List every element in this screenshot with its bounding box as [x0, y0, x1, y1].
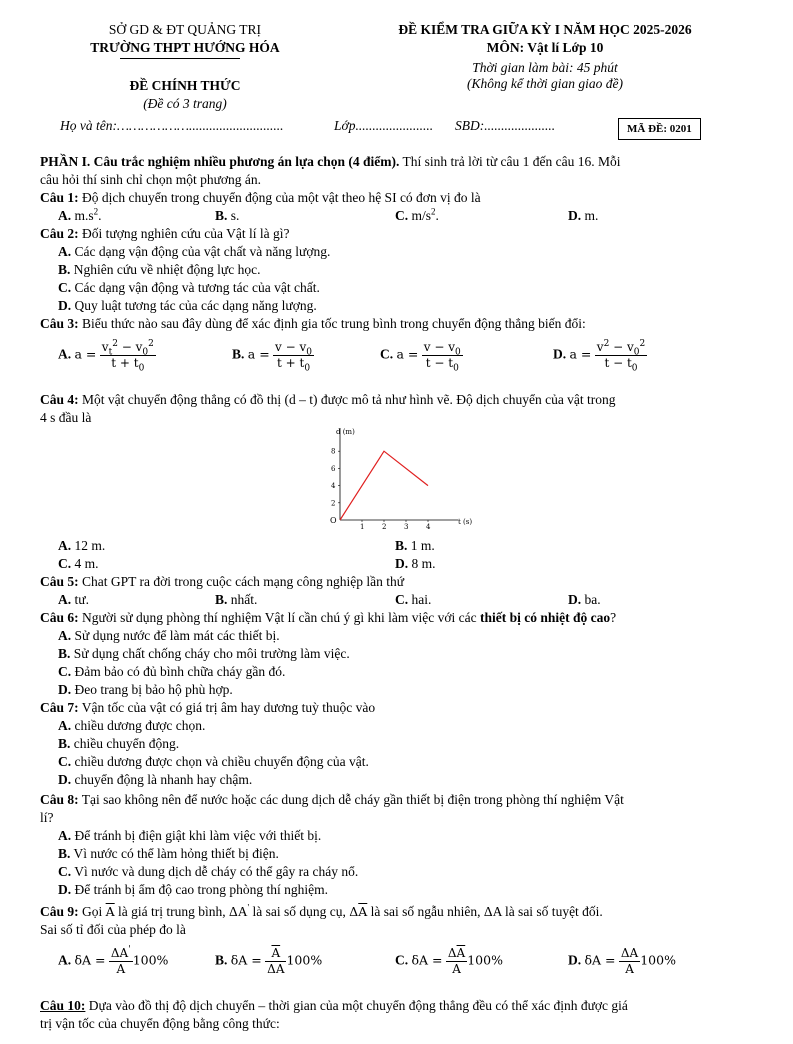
- q8-option-a[interactable]: A. Để tránh bị điện giật khi làm việc với thiết bị.: [58, 828, 322, 843]
- x-tick-label: 1: [360, 523, 365, 531]
- x-axis-label: t (s): [458, 518, 473, 526]
- q6-option-c[interactable]: C. Đảm bảo có đủ bình chữa cháy gần đó.: [58, 664, 286, 679]
- question-9: Câu 9: Gọi $\overline{A}$ là giá trị trung bình, ΔA' là sai số dụng cụ, $\Delta\overline{A}$ là sai số ngẫu nhiên, ΔA là sai số tuyệt đối.: [40, 902, 603, 919]
- q9-option-d[interactable]: D. δA = $\frac{\Delta A}{A}$ 100%: [568, 946, 676, 976]
- origin-label: O: [330, 516, 337, 525]
- x-tick-label: 3: [404, 523, 409, 531]
- page-count: (Đề có 3 trang): [143, 96, 227, 111]
- q2-option-d[interactable]: D. Quy luật tương tác của các dạng năng lượng.: [58, 298, 317, 313]
- q4-text-2: 4 s đầu là: [40, 410, 92, 425]
- sbd-field: SBD:.....................: [455, 118, 556, 133]
- q1-text: Độ dịch chuyển trong chuyển động của một vật theo hệ SI có đơn vị đo là: [78, 190, 481, 205]
- q4-option-b[interactable]: B. 1 m.: [395, 538, 435, 553]
- q4-option-a[interactable]: A. 12 m.: [58, 538, 106, 553]
- y-tick-label: 4: [331, 482, 336, 491]
- part1-heading: [40, 154, 760, 170]
- q6-option-d[interactable]: D. Đeo trang bị bảo hộ phù hợp.: [58, 682, 233, 697]
- part1-desc: Thí sinh trả lời từ câu 1 đến câu 16. Mỗi: [399, 154, 621, 169]
- q7-option-a[interactable]: A. chiều dương được chọn.: [58, 718, 206, 733]
- q2-option-b[interactable]: B. Nghiên cứu về nhiệt động lực học.: [58, 262, 261, 277]
- q8-option-b[interactable]: B. Vì nước có thể làm hỏng thiết bị điện.: [58, 846, 279, 861]
- y-tick-label: 8: [331, 447, 336, 456]
- series-line: [340, 451, 428, 520]
- q5-option-b[interactable]: B. nhất.: [215, 592, 258, 607]
- q9-option-c[interactable]: C. δA = $\frac{\Delta\overline{A}}{A}$ 100%: [395, 946, 503, 976]
- q2-option-a[interactable]: A. Các dạng vận động của vật chất và năng lượng.: [58, 244, 331, 259]
- official-label: ĐỀ CHÍNH THỨC: [129, 78, 241, 93]
- question-1: [40, 190, 481, 206]
- question-8: Câu 8: Tại sao không nên để nước hoặc các dung dịch dễ cháy gần thiết bị điện trong phòng thí nghiệm Vật: [40, 792, 624, 807]
- y-tick-label: 2: [331, 499, 336, 508]
- q8-text-2: lí?: [40, 810, 54, 825]
- question-6: Câu 6: Người sử dụng phòng thí nghiệm Vật lí cần chú ý gì khi làm việc với các thiết bị có nhiệt độ cao?: [40, 610, 617, 625]
- y-axis-label: d (m): [336, 428, 355, 436]
- q8-option-c[interactable]: C. Vì nước và dung dịch dễ cháy có thể gây ra cháy nổ.: [58, 864, 359, 879]
- q9-text-2: Sai số tỉ đối của phép đo là: [40, 922, 186, 937]
- exam-code-box: MÃ ĐỀ: 0201: [618, 118, 701, 140]
- q7-option-d[interactable]: D. chuyển động là nhanh hay chậm.: [58, 772, 253, 787]
- q1-option-a[interactable]: A. $m.s^2$.: [58, 206, 102, 223]
- q9-option-b[interactable]: B. δA = $\frac{\overline{A}}{\Delta\overline{A}}$ 100%: [215, 946, 323, 976]
- q1-option-d[interactable]: D. m.: [568, 208, 599, 223]
- q7-option-b[interactable]: B. chiều chuyển động.: [58, 736, 180, 751]
- class-field: Lớp.......................: [334, 118, 434, 133]
- school-underline: [120, 58, 240, 60]
- y-tick-label: 6: [331, 464, 336, 473]
- q3-option-c[interactable]: C. a = $\frac{v - v_0}{t - t_0}$: [380, 340, 461, 374]
- student-name-field: Họ và tên:………………............................: [60, 118, 284, 133]
- d-t-chart: [320, 424, 473, 540]
- time-label: Thời gian làm bài: 45 phút: [472, 60, 618, 75]
- q3-option-a[interactable]: A. a = $\frac{v_t^2 - v_0^2}{t + t_0}$: [58, 339, 154, 374]
- part1-desc-2: câu hỏi thí sinh chỉ chọn một phương án.: [40, 172, 262, 187]
- q5-option-a[interactable]: A. tư.: [58, 592, 89, 607]
- q5-option-c[interactable]: C. hai.: [395, 592, 432, 607]
- q9-option-a[interactable]: A. δA = $\frac{\Delta A'}{A}$ 100%: [58, 945, 169, 976]
- q4-option-d[interactable]: D. 8 m.: [395, 556, 436, 571]
- part1-title: PHẦN I. Câu trắc nghiệm nhiều phương án lựa chọn (4 điểm).: [40, 154, 400, 169]
- exam-title: ĐỀ KIỂM TRA GIỮA KỲ I NĂM HỌC 2025-2026: [398, 22, 692, 37]
- question-2: Câu 2: Đối tượng nghiên cứu của Vật lí là gì?: [40, 226, 290, 241]
- x-tick-label: 2: [382, 523, 387, 531]
- question-5: Câu 5: Chat GPT ra đời trong cuộc cách mạng công nghiệp lần thứ: [40, 574, 405, 589]
- q6-option-b[interactable]: B. Sử dụng chất chống cháy cho môi trường làm việc.: [58, 646, 350, 661]
- q4-option-c[interactable]: C. 4 m.: [58, 556, 99, 571]
- q5-option-d[interactable]: D. ba.: [568, 592, 601, 607]
- q7-option-c[interactable]: C. chiều dương được chọn và chiều chuyển động của vật.: [58, 754, 369, 769]
- q8-option-d[interactable]: D. Để tránh bị ẩm độ cao trong phòng thí nghiệm.: [58, 882, 328, 897]
- question-3: Câu 3: Biểu thức nào sau đây dùng để xác định gia tốc trung bình trong chuyển động thẳng biến đổi:: [40, 316, 586, 331]
- question-7: Câu 7: Vận tốc của vật có giá trị âm hay dương tuỳ thuộc vào: [40, 700, 376, 715]
- question-4: Câu 4: Một vật chuyển động thẳng có đồ thị (d – t) được mô tả như hình vẽ. Độ dịch chuyển của vật trong: [40, 392, 616, 407]
- q1-label: Câu 1:: [40, 190, 79, 205]
- x-tick-label: 4: [426, 523, 431, 531]
- q3-option-d[interactable]: D. a = $\frac{v^2 - v_0^2}{t - t_0}$: [553, 339, 646, 374]
- dept-name: SỞ GD & ĐT QUẢNG TRỊ: [108, 22, 262, 37]
- q1-option-c[interactable]: C. $m/s^2$.: [395, 206, 439, 223]
- q2-option-c[interactable]: C. Các dạng vận động và tương tác của vật chất.: [58, 280, 320, 295]
- q6-option-a[interactable]: A. Sử dụng nước để làm mát các thiết bị.: [58, 628, 280, 643]
- q3-option-b[interactable]: B. a = $\frac{v - v_0}{t + t_0}$: [232, 340, 313, 374]
- q10-text-2: trị vận tốc của chuyển động bằng công thức:: [40, 1016, 280, 1031]
- subject-label: MÔN: Vật lí Lớp 10: [486, 40, 604, 55]
- school-name: TRƯỜNG THPT HƯỚNG HÓA: [90, 40, 280, 55]
- question-10: Câu 10: Dựa vào đồ thị độ dịch chuyển – thời gian của một chuyển động thẳng đều có thể xác định được giá: [40, 998, 628, 1013]
- q1-option-b[interactable]: B. s.: [215, 208, 240, 223]
- time-note: (Không kể thời gian giao đề): [466, 76, 624, 91]
